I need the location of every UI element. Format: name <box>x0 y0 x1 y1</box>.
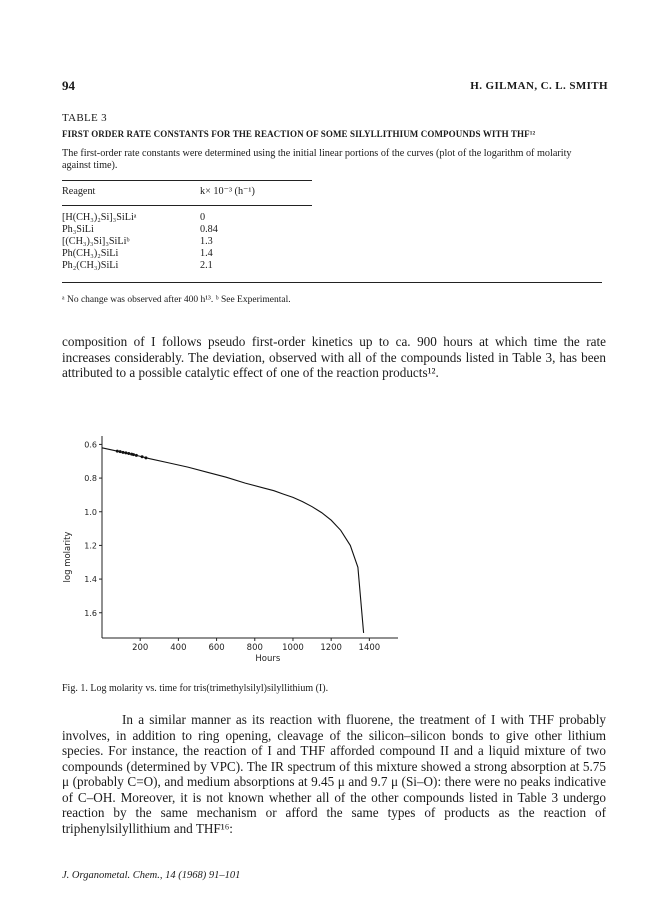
table-footnote: ᵃ No change was observed after 400 h¹³. ᵇ See Experimental. <box>62 295 291 305</box>
data-point <box>141 455 144 458</box>
table-cell-rate: 0 <box>200 212 206 223</box>
y-tick-label: 1.2 <box>84 541 97 551</box>
x-tick-label: 1000 <box>282 643 304 653</box>
data-point <box>124 451 127 454</box>
table-header-reagent: Reagent <box>62 186 96 197</box>
table-cell-rate: 1.3 <box>200 236 213 247</box>
body-paragraph-1: composition of I follows pseudo first-order kinetics up to ca. 900 hours at which time the rate increases considerably. The deviation, observed with all of the compounds listed in Table 3, has been attributed to a possible catalytic effect of one of the reaction products¹². <box>62 334 606 380</box>
table-title: FIRST ORDER RATE CONSTANTS FOR THE REACTION OF SOME SILYLLITHIUM COMPOUNDS WITH THF¹² <box>62 129 536 139</box>
data-point <box>122 451 125 454</box>
x-axis-label: Hours <box>255 654 281 664</box>
y-tick-label: 1.6 <box>84 608 97 618</box>
series-line <box>102 448 364 633</box>
data-point <box>119 450 122 453</box>
x-tick-label: 400 <box>170 643 187 653</box>
table-cell-rate: 1.4 <box>200 248 213 259</box>
table-header-rule <box>62 205 312 206</box>
table-cell-reagent: [H(CH₃)₂Si]₃SiLiᵃ <box>62 212 137 223</box>
y-tick-label: 1.4 <box>84 575 97 585</box>
data-point <box>132 453 135 456</box>
data-point <box>127 452 130 455</box>
table-label: TABLE 3 <box>62 112 107 124</box>
table-bottom-rule <box>62 282 602 283</box>
table-cell-reagent: Ph₂(CH₃)SiLi <box>62 260 119 271</box>
figure-caption: Fig. 1. Log molarity vs. time for tris(trimethylsilyl)silyllithium (I). <box>62 683 329 694</box>
x-tick-label: 800 <box>246 643 263 653</box>
running-header-authors: H. GILMAN, C. L. SMITH <box>470 80 608 92</box>
table-cell-rate: 2.1 <box>200 260 213 271</box>
x-tick-label: 1400 <box>358 643 381 653</box>
page-number: 94 <box>62 78 75 93</box>
table-header-rate: k× 10⁻³ (h⁻¹) <box>200 186 255 197</box>
x-tick-label: 1200 <box>320 643 342 653</box>
journal-reference: J. Organometal. Chem., 14 (1968) 91–101 <box>62 870 241 881</box>
data-point <box>116 450 119 453</box>
table-top-rule <box>62 180 312 181</box>
table-cell-reagent: [(CH₃)₃Si]₃SiLiᵇ <box>62 236 130 247</box>
y-tick-label: 0.6 <box>84 440 97 450</box>
x-tick-label: 200 <box>132 643 149 653</box>
data-point <box>144 456 147 459</box>
y-axis-label: log molarity <box>63 531 73 583</box>
x-tick-label: 600 <box>208 643 225 653</box>
body-paragraph-2: In a similar manner as its reaction with fluorene, the treatment of I with THF probably involves, in addition to ring opening, cleavage of the silicon–silicon bonds to give other lithium species. For instance, the reaction of I and THF afforded compound II and a liquid mixture of two compounds (determined by VPC). The IR spectrum of this mixture showed a strong absorption at 5.75 μ (probably C=O), and medium absorptions at 9.45 μ and 9.7 μ (Si–O): there were no peaks indicative of C–OH. Moreover, it is not known whether all of the other compounds listed in Table 3 undergo reaction by the same mechanism or afford the same types of products as the reaction of triphenylsilyllithium and THF¹⁶: <box>62 712 606 836</box>
table-cell-reagent: Ph₃SiLi <box>62 224 94 235</box>
table-cell-rate: 0.84 <box>200 224 218 235</box>
table-cell-reagent: Ph(CH₃)₂SiLi <box>62 248 119 259</box>
data-point <box>135 454 138 457</box>
y-tick-label: 1.0 <box>84 507 97 517</box>
table-description: The first-order rate constants were determined using the initial linear portions of the curves (plot of the logarithm of molarity against time). <box>62 148 572 171</box>
y-tick-label: 0.8 <box>84 474 97 484</box>
figure-chart <box>60 430 420 670</box>
